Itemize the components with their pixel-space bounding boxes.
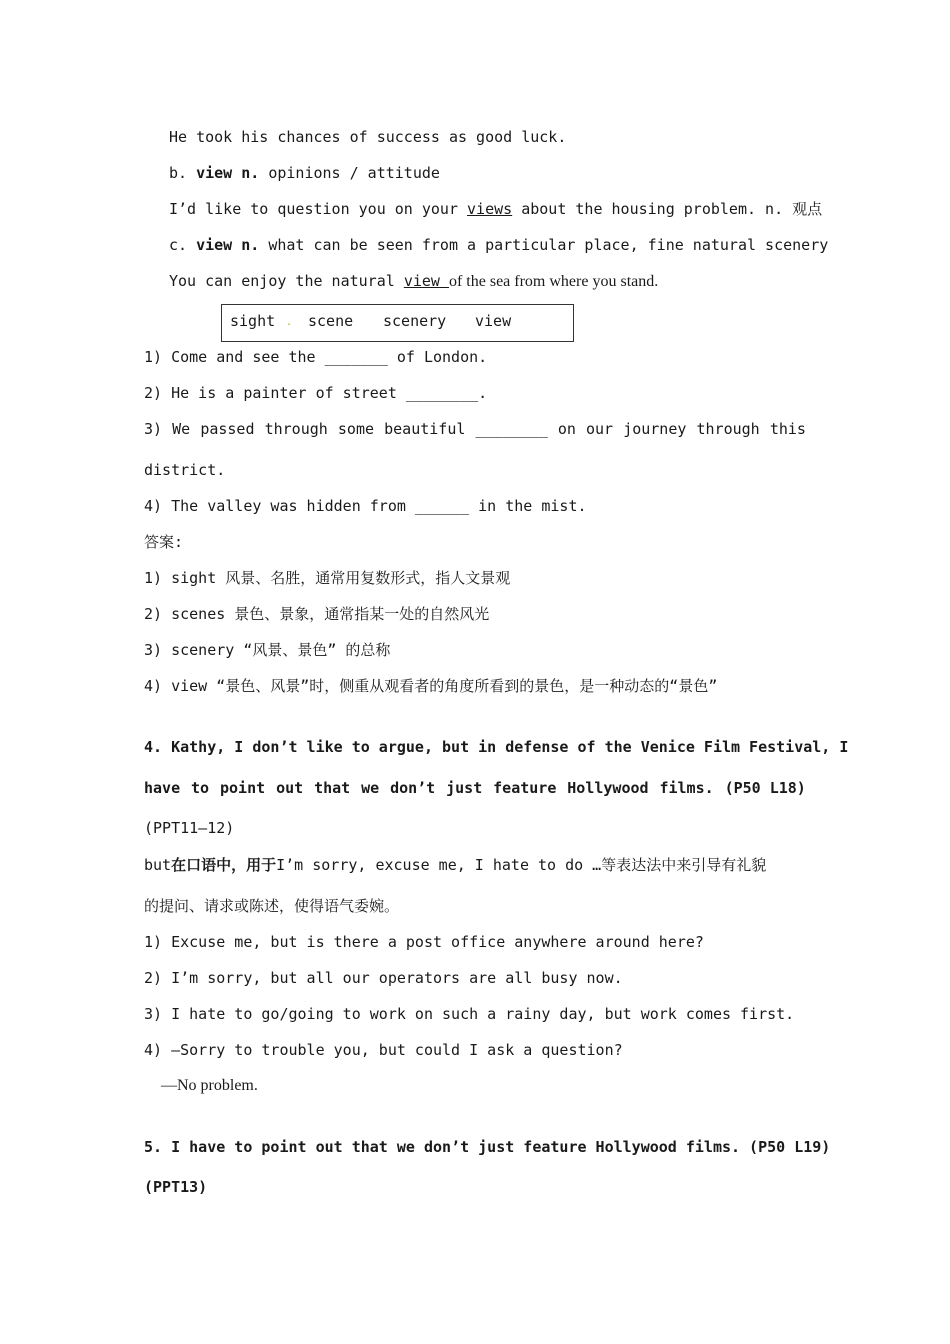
word: to: [191, 779, 210, 797]
box-word: scene: [308, 312, 354, 330]
word: some: [337, 420, 375, 438]
word: (P50 L18): [724, 779, 806, 797]
word: we: [361, 779, 380, 797]
word: 3): [144, 420, 163, 438]
example-views: [169, 199, 822, 219]
word: have: [144, 779, 181, 797]
word: journey: [623, 420, 687, 438]
ppt-ref-5: (PPT13): [144, 1178, 208, 1196]
dot-mark: .: [286, 317, 293, 328]
note-line-2: 的提问、请求或陈述，使得语气委婉。: [144, 897, 400, 915]
question-3: [144, 419, 806, 439]
example-text: about the housing problem. n. 观点: [521, 200, 823, 218]
answer-3: 3) scenery “风景、景色” 的总称: [144, 641, 391, 659]
example-4: 4) —Sorry to trouble you, but could I ask a question?: [144, 1041, 623, 1059]
word: Hollywood: [567, 779, 649, 797]
definition-pos: n.: [241, 236, 260, 254]
answer-4: 4) view “景色、风景”时，侧重从观看者的角度所看到的景色，是一种动态的“景色”: [144, 677, 718, 695]
example-natural-view: [169, 271, 658, 292]
example-3: 3) I hate to go/going to work on such a rainy day, but work comes first.: [144, 1005, 795, 1023]
example-text: I’d like to question you on your: [169, 200, 458, 218]
definition-pos: n.: [241, 164, 260, 182]
question-4: 4) The valley was hidden from ______ in the mist.: [144, 497, 587, 515]
word: just: [446, 779, 483, 797]
example-took-chances: He took his chances of success as good luck.: [169, 128, 567, 146]
word: on: [557, 420, 576, 438]
word: beautiful: [384, 420, 466, 438]
heading-4-line-2: [144, 778, 806, 798]
underlined-word: views: [467, 200, 513, 218]
note-text: but: [144, 856, 172, 874]
definition-c: [169, 235, 828, 255]
definition-text: what can be seen from a particular place, fine natural scenery: [268, 236, 829, 254]
word: out: [276, 779, 304, 797]
example-4-reply: —No problem.: [161, 1077, 258, 1094]
definition-b: [169, 163, 440, 183]
definition-word: view: [196, 164, 233, 182]
question-3-continued: district.: [144, 461, 226, 479]
word: ________: [475, 420, 548, 438]
ppt-ref-4: (PPT11—12): [144, 819, 235, 837]
note-bold-text: 在口语中，用于: [171, 856, 277, 874]
question-2: 2) He is a painter of street ________.: [144, 384, 488, 402]
answer-label: 答案:: [144, 533, 184, 551]
note-line-1: [144, 855, 766, 875]
definition-text: opinions / attitude: [268, 164, 440, 182]
example-2: 2) I’m sorry, but all our operators are all busy now.: [144, 969, 623, 987]
example-text: of the sea from where you stand.: [448, 273, 659, 290]
definition-letter: c.: [169, 236, 188, 254]
answer-2: 2) scenes 景色、景象，通常指某一处的自然风光: [144, 605, 490, 623]
word: point: [220, 779, 266, 797]
example-1: 1) Excuse me, but is there a post office anywhere around here?: [144, 933, 704, 951]
example-text: You can enjoy the natural: [169, 272, 395, 290]
word-box: [221, 304, 574, 342]
word: We: [172, 420, 191, 438]
heading-4-line-1: 4. Kathy, I don’t like to argue, but in defense of the Venice Film Festival, I: [144, 738, 849, 756]
word: feature: [493, 779, 557, 797]
definition-word: view: [196, 236, 233, 254]
word: through: [264, 420, 328, 438]
word: through: [696, 420, 760, 438]
word: our: [586, 420, 614, 438]
box-word: scenery: [383, 312, 447, 330]
underlined-word: view: [403, 272, 440, 290]
note-text: I’m sorry, excuse me, I hate to do …等表达法中来引导有礼貌: [276, 856, 767, 874]
word: don’t: [390, 779, 436, 797]
question-1: 1) Come and see the _______ of London.: [144, 348, 488, 366]
word: passed: [200, 420, 255, 438]
word: films.: [659, 779, 714, 797]
box-word: sight: [230, 312, 276, 330]
word: that: [314, 779, 351, 797]
definition-letter: b.: [169, 164, 188, 182]
heading-5-line-1: 5. I have to point out that we don’t just feature Hollywood films. (P50 L19): [144, 1138, 831, 1156]
word: this: [769, 420, 806, 438]
answer-1: 1) sight 风景、名胜，通常用复数形式，指人文景观: [144, 569, 511, 587]
box-word: view: [475, 312, 512, 330]
